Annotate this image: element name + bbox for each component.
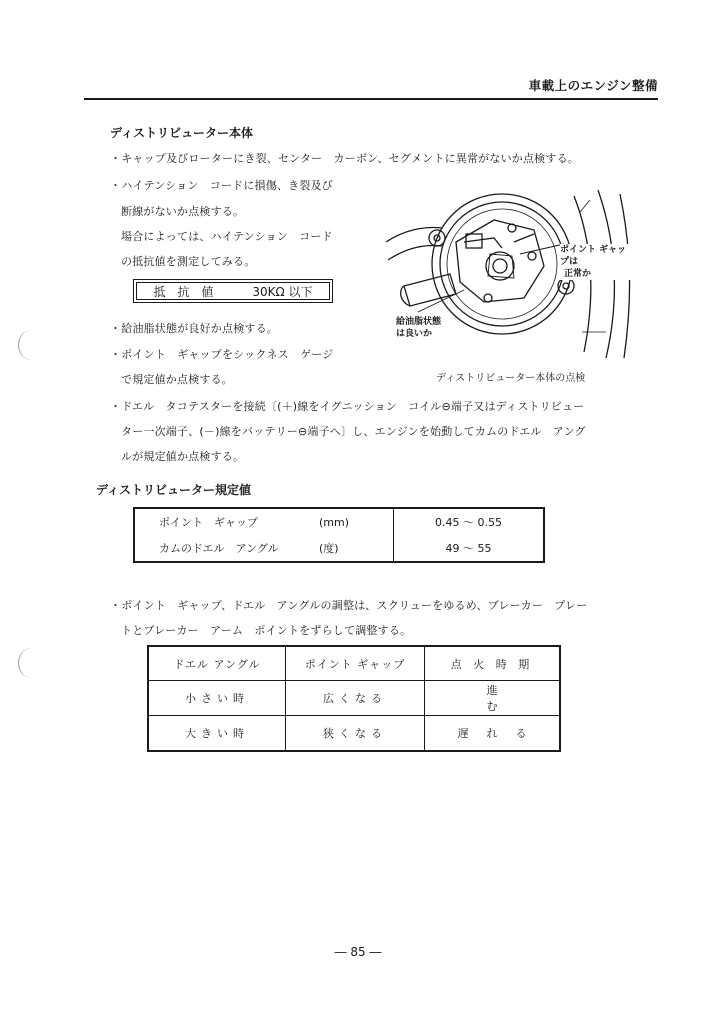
text-line: ター一次端子、(－)線をバッテリー⊖端子へ〕し、エンジンを始動してカムのドエル アング <box>121 425 586 438</box>
table-cell: 大きい時 <box>148 716 286 752</box>
table-cell: 進む <box>425 681 561 716</box>
table-row <box>148 716 560 752</box>
header-cell: ポイント ギャップ <box>286 646 425 681</box>
label-point-gap-line2: 正常か <box>564 269 592 279</box>
binder-mark-bottom <box>18 648 45 678</box>
label-grease-line2: は良いか <box>396 329 433 339</box>
text-line: ・ハイテンション コードに損傷、き裂及び <box>110 179 333 192</box>
spec-table <box>133 507 545 563</box>
table-cell: 狭くなる <box>286 716 425 752</box>
label-point-gap-line1: ポイント ギャップは <box>560 245 627 267</box>
spec-item: カムのドエル アングル <box>159 542 279 555</box>
table-row <box>148 681 560 716</box>
resistance-value-box <box>133 279 333 303</box>
text-line: ルが規定値か点検する。 <box>121 450 245 463</box>
section-title-spec: ディストリビューター規定値 <box>96 483 252 497</box>
adjustment-table <box>147 645 561 752</box>
page-number: ― 85 ― <box>334 945 382 959</box>
text-line: で規定値か点検する。 <box>121 373 233 386</box>
binder-mark-top <box>18 330 45 360</box>
resistance-label: 抵 抗 値 <box>153 284 214 299</box>
text-line: トとブレーカー アーム ポイントをずらして調整する。 <box>121 624 412 637</box>
text-line: 断線がないか点検する。 <box>121 205 245 218</box>
text-line: の抵抗値を測定してみる。 <box>121 255 256 268</box>
text-line: ・ポイント ギャップ、ドエル アングルの調整は、スクリューをゆるめ、ブレーカー プレー <box>110 599 588 612</box>
label-grease-line1: 給油脂状態 <box>396 317 442 327</box>
figure-caption: ディストリビューター本体の点検 <box>436 373 586 384</box>
text-line: ・給油脂状態が良好か点検する。 <box>110 322 278 335</box>
header-cell: ドエル アングル <box>148 646 286 681</box>
section-title-distributor-body: ディストリビューター本体 <box>110 126 254 140</box>
spec-unit: (mm) <box>319 508 394 535</box>
text-line: ・ドエル タコテスターを接続〔(＋)線をイグニッション コイル⊖端子又はディストリビュー <box>110 400 585 413</box>
table-cell: 広くなる <box>286 681 425 716</box>
text-line: ・ポイント ギャップをシックネス ゲージ <box>110 348 334 361</box>
spec-value: 0.45 ～ 0.55 <box>435 516 502 529</box>
text-line: 場合によっては、ハイテンション コード <box>121 230 333 243</box>
spec-item: ポイント ギャップ <box>159 516 258 529</box>
spec-value: 49 ～ 55 <box>445 542 492 555</box>
text-line: ・キャップ及びローターにき裂、センター カーボン、セグメントに異常がないか点検する。 <box>110 152 579 165</box>
table-row <box>134 535 544 562</box>
distributor-illustration <box>384 182 634 360</box>
header-cell: 点 火 時 期 <box>425 646 561 681</box>
header-rule <box>84 98 658 100</box>
chapter-header: 車載上のエンジン整備 <box>528 78 658 93</box>
table-row <box>134 508 544 535</box>
label-grease <box>396 316 441 340</box>
label-point-gap <box>560 244 634 280</box>
resistance-value: 30KΩ 以下 <box>252 284 313 299</box>
table-cell: 遅れる <box>425 716 561 752</box>
spec-unit: (度) <box>319 535 394 562</box>
table-header-row <box>148 646 560 681</box>
table-cell: 小さい時 <box>148 681 286 716</box>
